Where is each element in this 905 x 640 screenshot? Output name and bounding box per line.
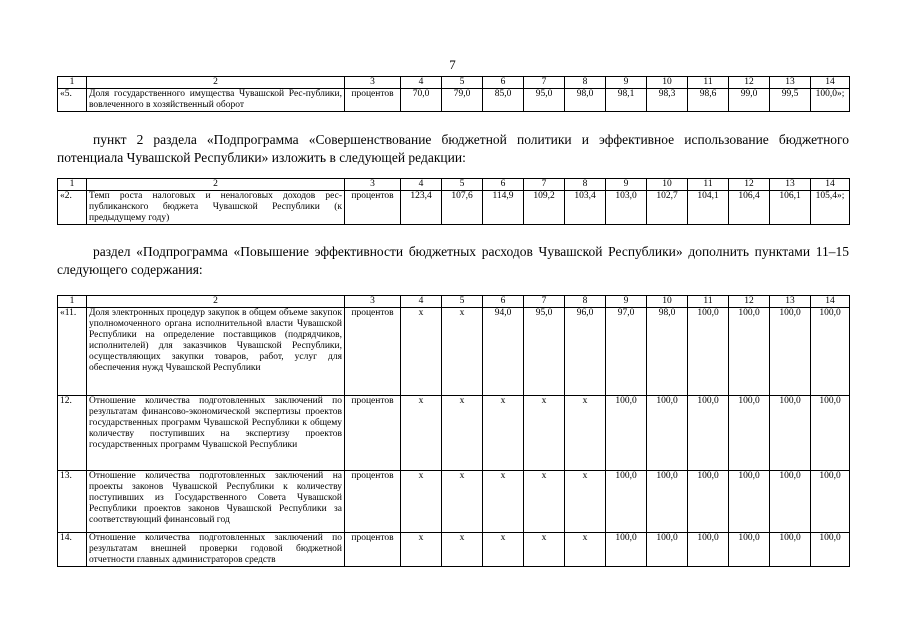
indicator-table-3 xyxy=(57,295,850,567)
column-number-cell: 14 xyxy=(811,179,850,191)
value-cell: 103,4 xyxy=(565,191,606,225)
column-number-row xyxy=(58,296,850,308)
value-cell: 106,4 xyxy=(729,191,770,225)
column-number-cell: 4 xyxy=(401,179,442,191)
indicator-table-2 xyxy=(57,178,850,225)
value-cell: 100,0 xyxy=(606,533,647,567)
column-number-cell: 9 xyxy=(606,296,647,308)
column-number-cell: 6 xyxy=(483,179,524,191)
column-number-cell: 10 xyxy=(647,77,688,89)
value-cell: 100,0 xyxy=(647,471,688,533)
page-number: 7 xyxy=(449,57,456,72)
value-cell: 94,0 xyxy=(483,308,524,396)
column-number-cell: 2 xyxy=(87,179,345,191)
instruction-paragraph-1 xyxy=(57,131,849,167)
value-cell: 104,1 xyxy=(688,191,729,225)
table-row xyxy=(58,533,850,567)
value-cell: 98,0 xyxy=(565,89,606,112)
value-cell: 100,0 xyxy=(688,533,729,567)
value-cell: х xyxy=(401,396,442,471)
value-cell: 98,6 xyxy=(688,89,729,112)
value-cell: х xyxy=(442,471,483,533)
column-number-cell: 6 xyxy=(483,77,524,89)
value-cell: 100,0 xyxy=(811,471,850,533)
column-number-row xyxy=(58,77,850,89)
value-cell: 100,0 xyxy=(811,308,850,396)
value-cell: 100,0 xyxy=(770,471,811,533)
table-row xyxy=(58,396,850,471)
column-number-cell: 3 xyxy=(345,296,401,308)
value-cell: х xyxy=(565,471,606,533)
column-number-cell: 7 xyxy=(524,77,565,89)
value-cell: 85,0 xyxy=(483,89,524,112)
unit-cell: процентов xyxy=(345,396,401,471)
column-number-cell: 7 xyxy=(524,296,565,308)
value-cell: 100,0 xyxy=(770,308,811,396)
column-number-cell: 5 xyxy=(442,296,483,308)
value-cell: 106,1 xyxy=(770,191,811,225)
value-cell: 79,0 xyxy=(442,89,483,112)
value-cell: 103,0 xyxy=(606,191,647,225)
value-cell: 100,0»; xyxy=(811,89,850,112)
value-cell: х xyxy=(565,533,606,567)
value-cell: 100,0 xyxy=(647,533,688,567)
column-number-cell: 13 xyxy=(770,296,811,308)
column-number-cell: 10 xyxy=(647,179,688,191)
value-cell: х xyxy=(401,471,442,533)
value-cell: 99,0 xyxy=(729,89,770,112)
value-cell: 95,0 xyxy=(524,89,565,112)
column-number-cell: 3 xyxy=(345,77,401,89)
unit-cell: процентов xyxy=(345,533,401,567)
indicator-name-cell: Отношение количества подготовленных заключений по результатам финансово-экономической экспертизы проектов государственных программ Чувашской Республики к общему количеству поступивших на экспертизу проектов государственных программ Чувашской Республики xyxy=(87,396,345,471)
value-cell: 109,2 xyxy=(524,191,565,225)
value-cell: 107,6 xyxy=(442,191,483,225)
column-number-cell: 11 xyxy=(688,179,729,191)
indicator-name-cell: Доля государственного имущества Чувашской Рес-публики, вовлеченного в хозяйственный оборот xyxy=(87,89,345,112)
value-cell: 100,0 xyxy=(688,396,729,471)
column-number-cell: 11 xyxy=(688,77,729,89)
instruction-text-2: раздел «Подпрограмма «Повышение эффективности бюджетных расходов Чувашской Республики» дополнить пунктами 11–15 следующего содержания: xyxy=(57,244,849,277)
value-cell: 95,0 xyxy=(524,308,565,396)
indicator-table-1 xyxy=(57,76,850,112)
value-cell: 100,0 xyxy=(606,396,647,471)
indicator-name-cell: Темп роста налоговых и неналоговых доходов рес-публиканского бюджета Чувашской Республики (к предыдущему году) xyxy=(87,191,345,225)
column-number-cell: 1 xyxy=(58,77,87,89)
value-cell: 98,1 xyxy=(606,89,647,112)
column-number-cell: 14 xyxy=(811,296,850,308)
value-cell: 100,0 xyxy=(770,533,811,567)
value-cell: х xyxy=(401,533,442,567)
column-number-cell: 10 xyxy=(647,296,688,308)
value-cell: 102,7 xyxy=(647,191,688,225)
value-cell: 70,0 xyxy=(401,89,442,112)
column-number-cell: 12 xyxy=(729,296,770,308)
row-number-cell: «5. xyxy=(58,89,87,112)
value-cell: 105,4»; xyxy=(811,191,850,225)
column-number-cell: 9 xyxy=(606,179,647,191)
value-cell: 96,0 xyxy=(565,308,606,396)
column-number-cell: 6 xyxy=(483,296,524,308)
value-cell: 100,0 xyxy=(729,533,770,567)
unit-cell: процентов xyxy=(345,191,401,225)
value-cell: 98,0 xyxy=(647,308,688,396)
table-row xyxy=(58,471,850,533)
row-number-cell: «2. xyxy=(58,191,87,225)
value-cell: 100,0 xyxy=(688,308,729,396)
value-cell: 123,4 xyxy=(401,191,442,225)
value-cell: 100,0 xyxy=(729,308,770,396)
value-cell: х xyxy=(524,396,565,471)
column-number-cell: 14 xyxy=(811,77,850,89)
column-number-cell: 8 xyxy=(565,296,606,308)
value-cell: 97,0 xyxy=(606,308,647,396)
value-cell: х xyxy=(524,533,565,567)
value-cell: 100,0 xyxy=(729,471,770,533)
column-number-cell: 8 xyxy=(565,77,606,89)
column-number-cell: 2 xyxy=(87,77,345,89)
column-number-cell: 13 xyxy=(770,77,811,89)
column-number-cell: 3 xyxy=(345,179,401,191)
column-number-cell: 12 xyxy=(729,77,770,89)
column-number-cell: 9 xyxy=(606,77,647,89)
column-number-cell: 1 xyxy=(58,179,87,191)
value-cell: 114,9 xyxy=(483,191,524,225)
column-number-cell: 5 xyxy=(442,179,483,191)
column-number-row xyxy=(58,179,850,191)
value-cell: х xyxy=(483,533,524,567)
value-cell: х xyxy=(442,533,483,567)
column-number-cell: 11 xyxy=(688,296,729,308)
table-row xyxy=(58,191,850,225)
value-cell: х xyxy=(483,396,524,471)
column-number-cell: 8 xyxy=(565,179,606,191)
unit-cell: процентов xyxy=(345,471,401,533)
indicator-name-cell: Отношение количества подготовленных заключений на проекты законов Чувашской Республики к количеству поступивших из Государственного Совета Чувашской Республики проектов законов Чувашской Республики за соответствующий финансовый год xyxy=(87,471,345,533)
column-number-cell: 5 xyxy=(442,77,483,89)
instruction-text-1: пункт 2 раздела «Подпрограмма «Совершенствование бюджетной политики и эффективное использование бюджетного потенциала Чувашской Республики» изложить в следующей редакции: xyxy=(57,132,849,165)
value-cell: х xyxy=(442,308,483,396)
column-number-cell: 1 xyxy=(58,296,87,308)
row-number-cell: 13. xyxy=(58,471,87,533)
column-number-cell: 13 xyxy=(770,179,811,191)
value-cell: 100,0 xyxy=(606,471,647,533)
value-cell: 100,0 xyxy=(647,396,688,471)
value-cell: 100,0 xyxy=(811,396,850,471)
unit-cell: процентов xyxy=(345,89,401,112)
value-cell: 100,0 xyxy=(770,396,811,471)
indicator-name-cell: Доля электронных процедур закупок в общем объеме закупок уполномоченного органа исполнительной власти Чувашской Республики на определение поставщиков (подрядчиков, исполнителей) для заказчиков Чувашской Республики, осуществляющих закупки товаров, работ, услуг для обеспечения нужд Чувашской Республики xyxy=(87,308,345,396)
column-number-cell: 2 xyxy=(87,296,345,308)
indicator-name-cell: Отношение количества подготовленных заключений по результатам внешней проверки годовой бюджетной отчетности главных администраторов средств xyxy=(87,533,345,567)
value-cell: 98,3 xyxy=(647,89,688,112)
row-number-cell: «11. xyxy=(58,308,87,396)
value-cell: 99,5 xyxy=(770,89,811,112)
value-cell: х xyxy=(565,396,606,471)
value-cell: х xyxy=(401,308,442,396)
column-number-cell: 12 xyxy=(729,179,770,191)
column-number-cell: 7 xyxy=(524,179,565,191)
row-number-cell: 12. xyxy=(58,396,87,471)
value-cell: х xyxy=(483,471,524,533)
value-cell: 100,0 xyxy=(688,471,729,533)
value-cell: 100,0 xyxy=(811,533,850,567)
value-cell: х xyxy=(442,396,483,471)
table-row xyxy=(58,308,850,396)
table-row xyxy=(58,89,850,112)
unit-cell: процентов xyxy=(345,308,401,396)
column-number-cell: 4 xyxy=(401,296,442,308)
row-number-cell: 14. xyxy=(58,533,87,567)
instruction-paragraph-2 xyxy=(57,243,849,279)
column-number-cell: 4 xyxy=(401,77,442,89)
value-cell: 100,0 xyxy=(729,396,770,471)
value-cell: х xyxy=(524,471,565,533)
